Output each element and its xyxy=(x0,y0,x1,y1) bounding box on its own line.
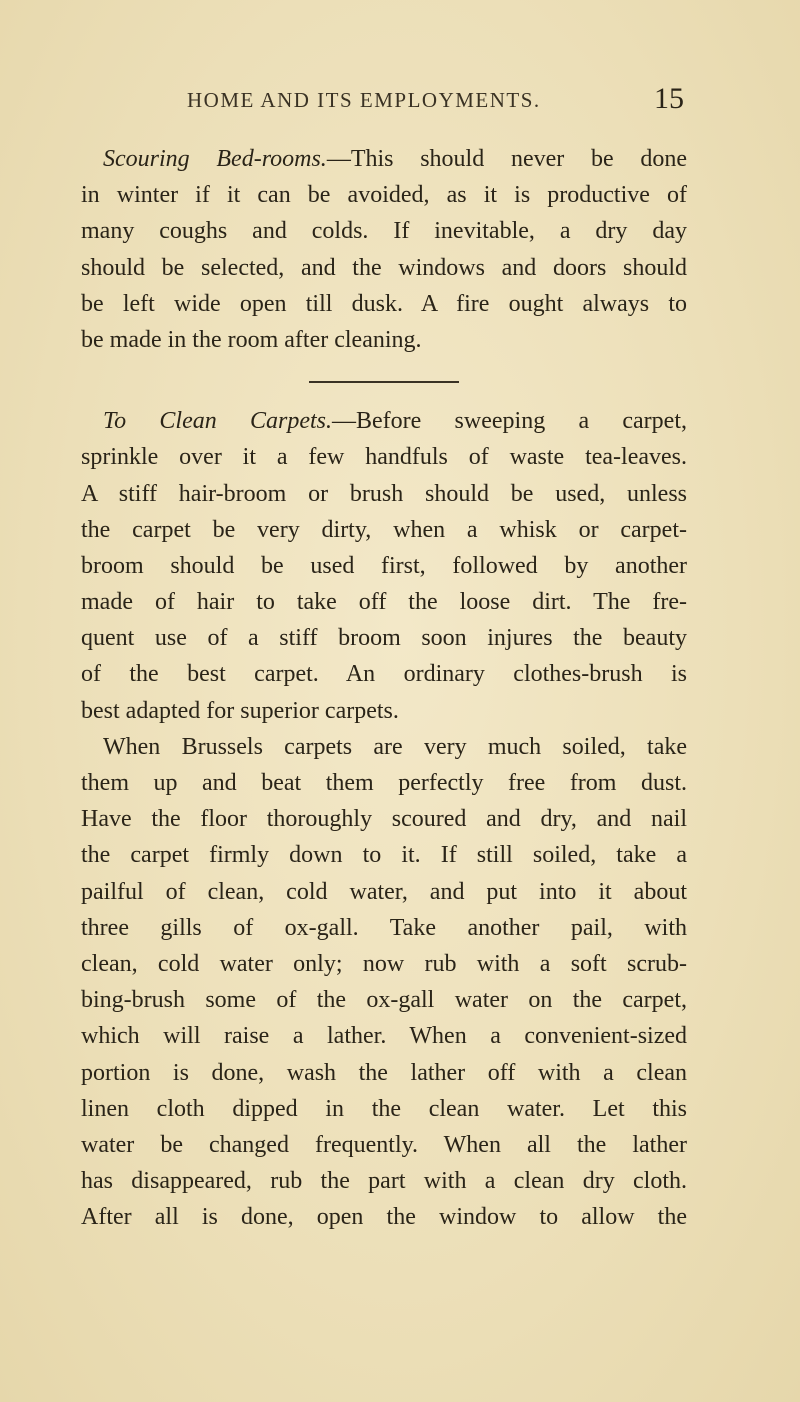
paragraph-scouring-bed-rooms xyxy=(81,141,687,358)
section-heading: Scouring Bed-rooms. xyxy=(103,146,327,172)
text-line: portion is done, wash the lather off with a clean xyxy=(81,1059,687,1086)
text-line: should be selected, and the windows and doors should xyxy=(81,254,687,281)
paragraph-clean-carpets xyxy=(81,403,687,729)
text-line: broom should be used first, followed by another xyxy=(81,552,687,579)
section-divider xyxy=(309,381,459,383)
text-line: the carpet be very dirty, when a whisk or carpet- xyxy=(81,516,687,543)
text-line: the carpet firmly down to it. If still soiled, take a xyxy=(81,842,687,869)
text-line: A stiff hair-broom or brush should be used, unless xyxy=(81,480,687,507)
text-line: in winter if it can be avoided, as it is productive of xyxy=(81,182,687,209)
text-line: Have the floor thoroughly scoured and dry, and nail xyxy=(81,806,687,833)
text-line: has disappeared, rub the part with a clean dry cloth. xyxy=(81,1168,687,1195)
text-line: water be changed frequently. When all the lather xyxy=(81,1131,687,1158)
text-line: pailful of clean, cold water, and put into it about xyxy=(81,878,687,905)
text-line: After all is done, open the window to allow the xyxy=(81,1204,687,1231)
text-line: be made in the room after cleaning. xyxy=(81,326,422,353)
text-line: sprinkle over it a few handfuls of waste tea-leaves. xyxy=(81,444,687,471)
paragraph-brussels-carpets xyxy=(81,729,687,1236)
running-header xyxy=(0,82,800,124)
text-line: To Clean Carpets.—Before sweeping a carpet, xyxy=(103,408,687,435)
text-line: best adapted for superior carpets. xyxy=(81,697,399,724)
page-number: 15 xyxy=(654,82,684,115)
running-title: HOME AND ITS EMPLOYMENTS. xyxy=(187,88,541,112)
text-line: many coughs and colds. If inevitable, a dry day xyxy=(81,218,687,245)
text-line: them up and beat them perfectly free from dust. xyxy=(81,770,687,796)
text-line: Scouring Bed-rooms.—This should never be done xyxy=(103,146,687,172)
body-text xyxy=(81,141,687,1235)
text-line: which will raise a lather. When a convenient-sized xyxy=(81,1023,687,1050)
section-heading: To Clean Carpets. xyxy=(103,408,332,435)
text-line: three gills of ox-gall. Take another pail, with xyxy=(81,914,687,941)
text-line: When Brussels carpets are very much soiled, take xyxy=(103,733,687,760)
text-line: linen cloth dipped in the clean water. Let this xyxy=(81,1095,687,1122)
text-line: be left wide open till dusk. A fire ought always to xyxy=(81,290,687,317)
text-line: made of hair to take off the loose dirt. The fre- xyxy=(81,589,687,616)
text-line: of the best carpet. An ordinary clothes-brush is xyxy=(81,661,687,688)
text-line: clean, cold water only; now rub with a soft scrub- xyxy=(81,950,687,977)
text-line: bing-brush some of the ox-gall water on the carpet, xyxy=(81,987,687,1014)
text-line: quent use of a stiff broom soon injures the beauty xyxy=(81,625,687,652)
